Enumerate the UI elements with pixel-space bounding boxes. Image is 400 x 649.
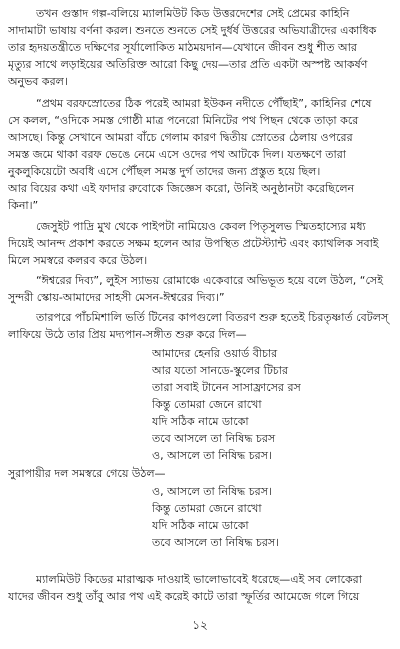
text-line: দিয়েই আনন্দ প্রকাশ করতে সক্ষম হলেন আর উপস্থিত প্রটেস্ট্যান্ট এবং ক্যাথলিক সবাই xyxy=(8,237,379,250)
text-line: মৃত্যুর সাথে লড়াইয়ের অতিরিক্ত আরো কিছু দেয়—তার প্রতি একটা অস্পষ্ট আকর্ষণ xyxy=(8,58,368,71)
text-line: মিলে সমস্বরে কলরব করে উঠল। xyxy=(8,254,148,267)
verse-line: যদি সঠিক নামে ডাকো xyxy=(152,415,249,428)
text-line: লাফিয়ে উঠে তার প্রিয় মদ্যপান-সঙ্গীত শুরু করে দিল— xyxy=(8,328,247,341)
text-line: আসছে। কিন্তু সেখানে আমরা বাঁচে গেলাম কারণ দ্বিতীয় স্রোতের ঠেলায় ওপরের xyxy=(8,131,353,144)
text-line: সে কলল, “ওদিকে সমস্ত গোষ্ঠী মাত্র পনেরো মিনিটের পথ পিছন থেকে তাড়া করে xyxy=(8,114,359,127)
verse-line: যদি সঠিক নামে ডাকো xyxy=(152,519,249,532)
verse-line: আমাদের হেনরি ওয়ার্ড বীচার xyxy=(152,347,278,360)
text-line: সাদামাটা ভাষায় বর্ণনা করল। শুনতে শুনতে সেই দুর্ধর্ষ উত্তরের অভিযাত্রীদের একাধিক xyxy=(8,24,377,37)
text-line: নুকলুকিয়েটো অবধি এসে পৌঁছল সমস্ত দুর্গ তাদের জন্য প্রস্তুত হয়ে ছিল। xyxy=(8,165,321,178)
verse-line: কিন্তু তোমরা জেনে রাখো xyxy=(152,502,262,515)
verse-line: ও, আসলে তা নিষিদ্ধ চরস। xyxy=(152,449,272,462)
text-line: যাদের জীবন শুধু তাঁবু আর পথ এই করেই কাটে তারা স্ফূর্তির আমেজে গলে গিয়ে xyxy=(8,590,360,603)
text-line: কিনা।” xyxy=(8,199,39,212)
text-line: জেসুইট পাদ্রি মুখ থেকে পাইপটা নামিয়েও কেবল পিতৃসুলভ স্মিতহাস্যের মধ্য xyxy=(36,220,366,233)
text-line: সুন্দরী স্কোয়-আমাদের সাহসী মেসন-ঈশ্বরের দিব্য।” xyxy=(8,291,225,304)
verse-line: কিন্তু তোমরা জেনে রাখো xyxy=(152,398,262,411)
text-line: তার হৃদয়তন্ত্রীতে দক্ষিণের সূর্যালোকিত মাঠময়দান—যেখানে জীবন শুধু শীত আর xyxy=(8,41,357,54)
verse-line: আর যতো সানডে-স্কুলের টিচার xyxy=(152,364,288,377)
text-line: সমস্ত জমে থাকা বরফ ভেঙে নেমে এসে ওদের পথ আটকে দিল। যতক্ষণে তারা xyxy=(8,148,346,161)
text-line: তখন গুস্তাদ গল্প-বলিয়ে ম্যালমিউট কিড উত্তরদেশের সেই প্রেমের কাহিনি xyxy=(36,7,350,20)
text-line: “ঈশ্বরের দিব্য”, লুইস স্যাভয় রোমাঞ্চে একেবারে অভিভূত হয়ে বলে উঠল, “সেই xyxy=(36,274,383,287)
verse-line: তারা সবাই টানেন সাসাফ্রাসের রস xyxy=(152,381,301,394)
page-number: ১২ xyxy=(192,618,208,632)
text-line: তারপরে পাঁচমিশালি ভর্তি টিনের কাপগুলো বিতরণ শুরু হতেই চিরতৃষ্ণার্ত বেটলস্ xyxy=(36,311,389,324)
verse-line: ও, আসলে তা নিষিদ্ধ চরস। xyxy=(152,485,272,498)
text-line: সুরাপায়ীর দল সমস্বরে গেয়ে উঠল— xyxy=(8,467,166,480)
verse-line: তবে আসলে তা নিষিদ্ধ চরস। xyxy=(152,536,280,549)
text-line: অনুভব করল। xyxy=(8,75,68,88)
text-line: ম্যালমিউট কিডের মারাত্মক দাওয়াই ভালোভাবেই ধরেছে—এই সব লোকেরা xyxy=(36,573,362,586)
text-line: “প্রথম বরফস্রোতের ঠিক পরেই আমরা ইউকন নদীতে পৌঁছাই”, কাহিনির শেষে xyxy=(36,97,372,110)
text-line: আর বিয়ের কথা এই ফাদার রুবোকে জিজ্ঞেস করো, উনিই অনুষ্ঠানটা করেছিলেন xyxy=(8,182,355,195)
verse-line: তবে আসলে তা নিষিদ্ধ চরস xyxy=(152,432,276,445)
